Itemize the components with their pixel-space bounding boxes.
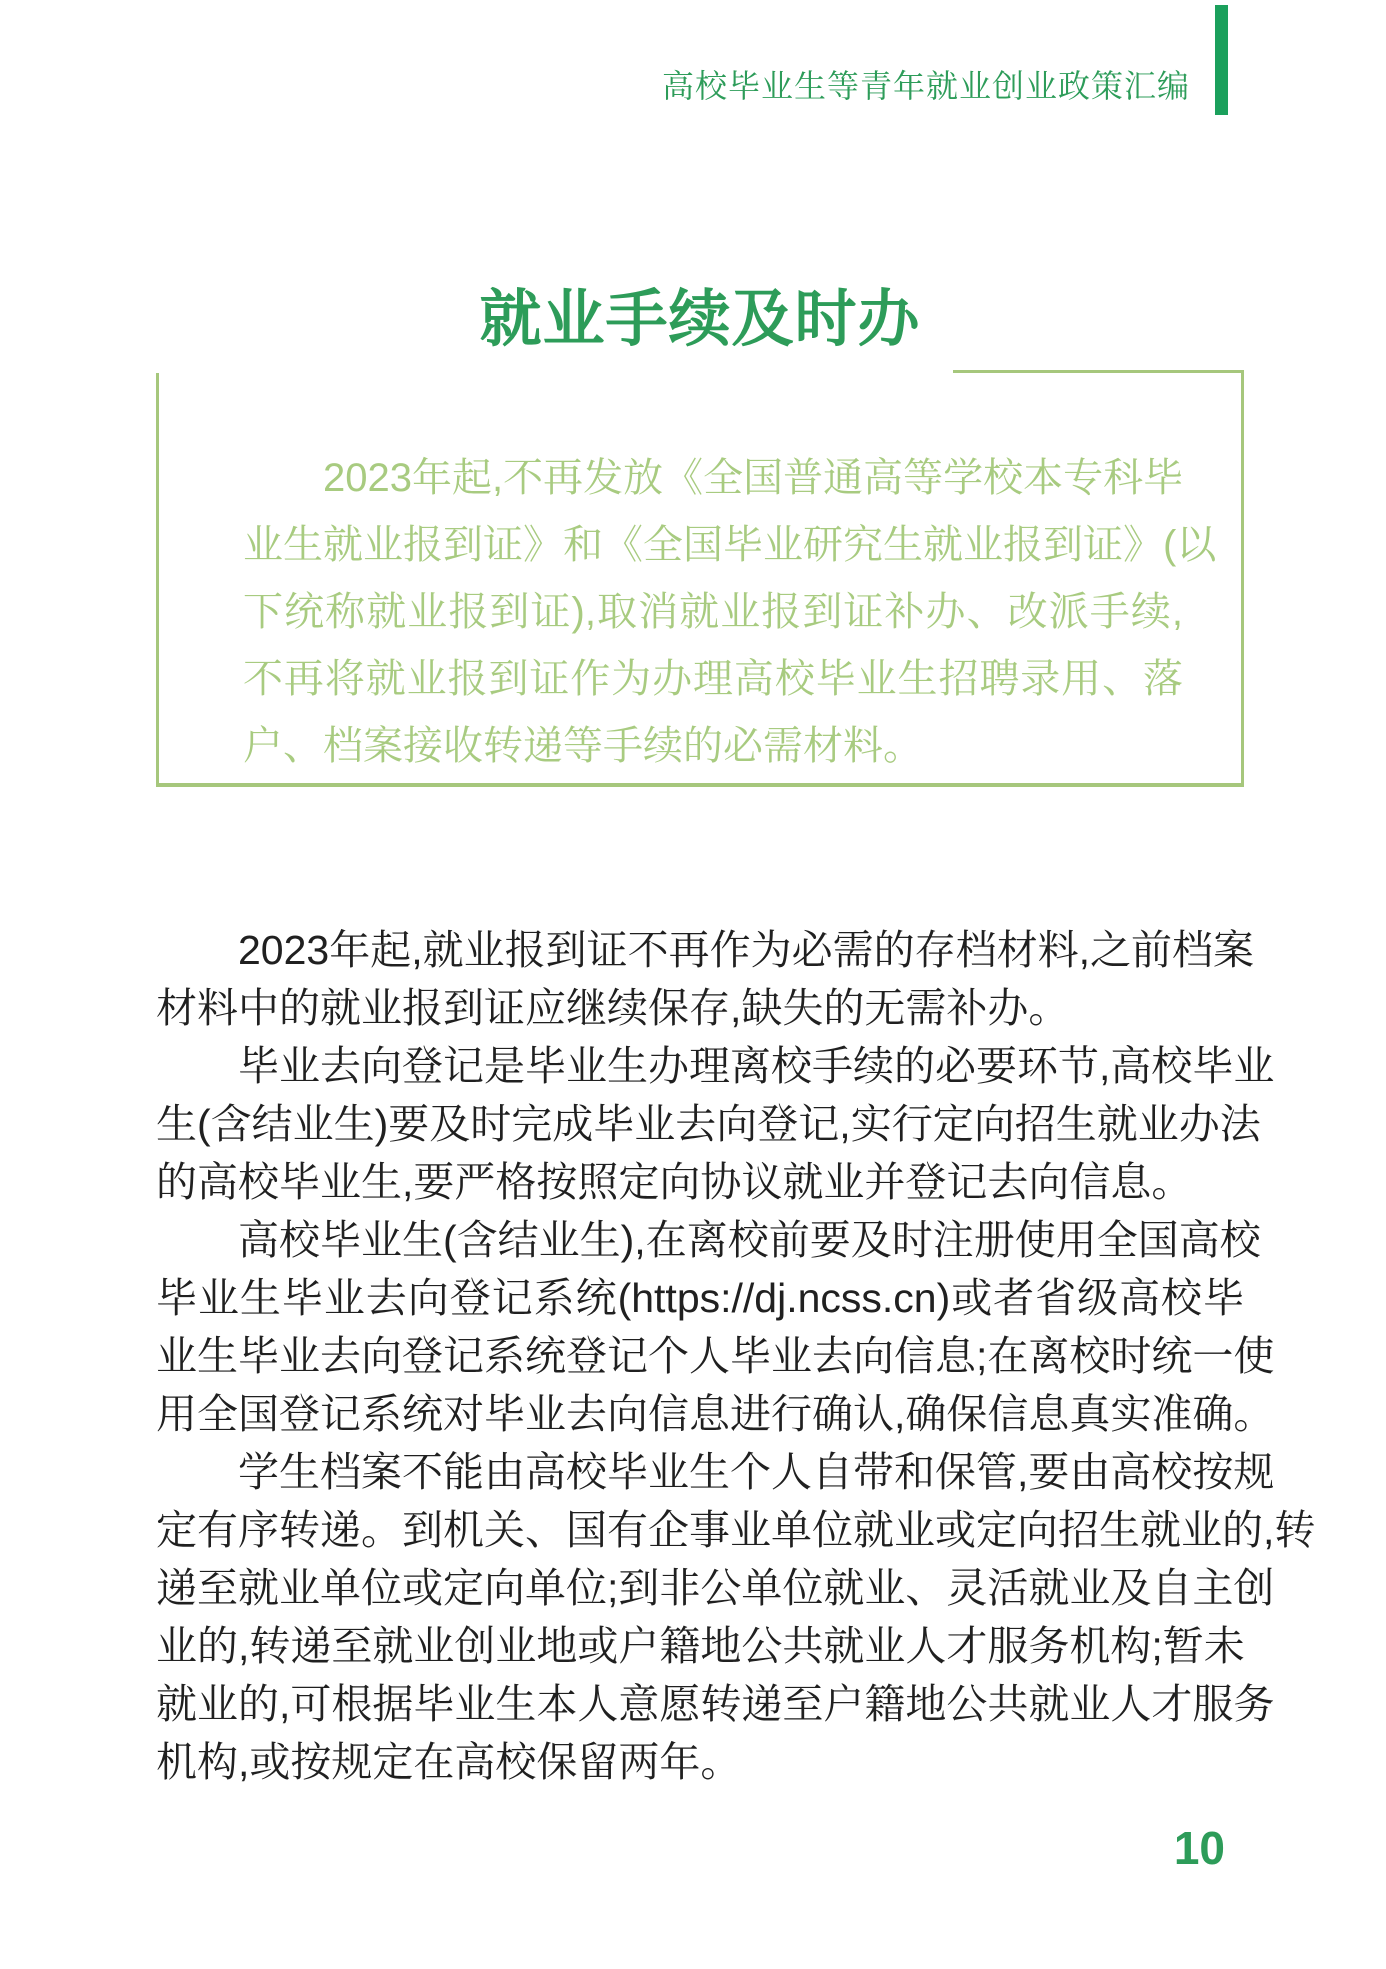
body-line: 业的,转递至就业创业地或户籍地公共就业人才服务机构;暂未 <box>156 1623 1245 1669</box>
body-line: 毕业生毕业去向登记系统(https://dj.ncss.cn)或者省级高校毕 <box>156 1275 1244 1321</box>
body-line: 定有序转递。到机关、国有企事业单位就业或定向招生就业的,转 <box>156 1507 1316 1553</box>
body-text <box>156 921 1316 1791</box>
body-line: 的高校毕业生,要严格按照定向协议就业并登记去向信息。 <box>156 1159 1193 1205</box>
body-line: 业生毕业去向登记系统登记个人毕业去向信息;在离校时统一使 <box>156 1333 1275 1379</box>
callout-line: 2023年起,不再发放《全国普通高等学校本专科毕 <box>323 456 1184 500</box>
body-line: 学生档案不能由高校毕业生个人自带和保管,要由高校按规 <box>238 1449 1275 1495</box>
body-line: 2023年起,就业报到证不再作为必需的存档材料,之前档案 <box>238 927 1254 973</box>
body-line: 毕业去向登记是毕业生办理离校手续的必要环节,高校毕业 <box>238 1043 1275 1089</box>
header-accent-bar <box>1215 5 1228 115</box>
body-line: 生(含结业生)要及时完成毕业去向登记,实行定向招生就业办法 <box>156 1101 1261 1147</box>
body-line: 材料中的就业报到证应继续保存,缺失的无需补办。 <box>156 985 1070 1031</box>
body-line: 递至就业单位或定向单位;到非公单位就业、灵活就业及自主创 <box>156 1565 1275 1611</box>
body-line: 机构,或按规定在高校保留两年。 <box>156 1739 742 1785</box>
running-header-title: 高校毕业生等青年就业创业政策汇编 <box>661 68 1190 104</box>
callout-line: 不再将就业报到证作为办理高校毕业生招聘录用、落 <box>243 657 1183 701</box>
page-number: 10 <box>1173 1822 1225 1874</box>
policy-callout-box <box>156 373 1244 787</box>
page-title: 就业手续及时办 <box>479 284 921 354</box>
callout-line: 户、档案接收转递等手续的必需材料。 <box>243 724 923 768</box>
callout-line: 业生就业报到证》和《全国毕业研究生就业报到证》(以 <box>243 523 1217 567</box>
callout-line: 下统称就业报到证),取消就业报到证补办、改派手续, <box>243 590 1183 634</box>
body-line: 用全国登记系统对毕业去向信息进行确认,确保信息真实准确。 <box>156 1391 1275 1437</box>
body-line: 就业的,可根据毕业生本人意愿转递至户籍地公共就业人才服务 <box>156 1681 1275 1727</box>
body-line: 高校毕业生(含结业生),在离校前要及时注册使用全国高校 <box>238 1217 1261 1263</box>
